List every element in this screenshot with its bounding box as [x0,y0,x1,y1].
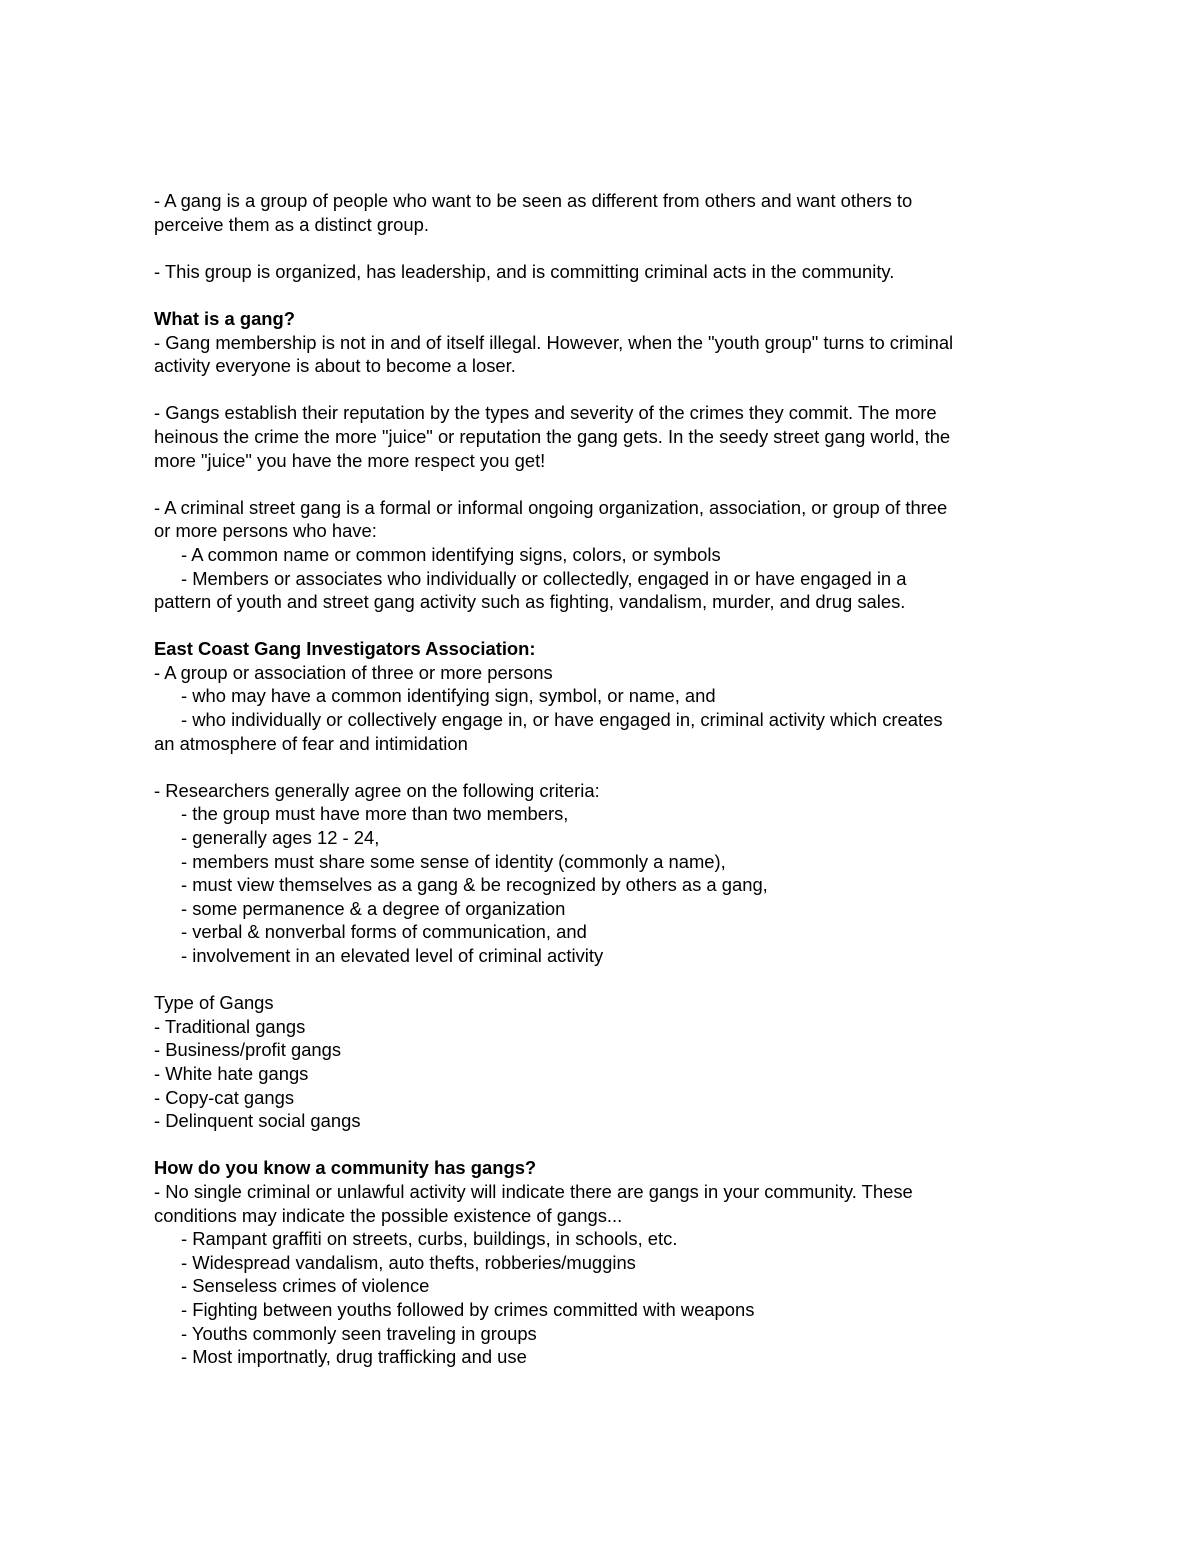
text-line: - Delinquent social gangs [154,1110,361,1132]
text-line: Type of Gangs [154,992,274,1014]
indented-list-item: - A common name or common identifying signs, colors, or symbols [181,543,721,565]
indented-list-item: - must view themselves as a gang & be recognized by others as a gang, [181,874,768,896]
indented-list-item: - Members or associates who individually or collectedly, engaged in or have engaged in a [181,567,907,589]
indented-list-item: - Senseless crimes of violence [181,1275,430,1297]
text-line: - This group is organized, has leadership, and is committing criminal acts in the community. [154,260,895,282]
section-heading: What is a gang? [154,307,296,329]
indented-list-item: - members must share some sense of identity (commonly a name), [181,850,726,872]
paragraph-spacer [154,1133,1054,1157]
text-line: conditions may indicate the possible existence of gangs... [154,1204,623,1226]
indented-list-item: - who individually or collectively engage in, or have engaged in, criminal activity which creates [181,709,943,731]
section-heading: How do you know a community has gangs? [154,1157,537,1179]
text-line: - A criminal street gang is a formal or informal ongoing organization, association, or group of three [154,496,948,518]
paragraph-spacer [154,283,1054,307]
indented-list-item: - Widespread vandalism, auto thefts, robberies/muggins [181,1251,636,1273]
indented-list-item: - some permanence & a degree of organization [181,897,566,919]
text-line: - Traditional gangs [154,1015,306,1037]
paragraph-spacer [154,614,1054,638]
indented-list-item: - involvement in an elevated level of criminal activity [181,945,604,966]
paragraph-spacer [154,378,1054,402]
text-line: or more persons who have: [154,520,377,542]
paragraph-spacer [154,472,1054,496]
text-line: an atmosphere of fear and intimidation [154,732,468,754]
indented-list-item: - verbal & nonverbal forms of communication, and [181,921,587,943]
text-line: - No single criminal or unlawful activity will indicate there are gangs in your community. These [154,1180,913,1202]
text-line: - Researchers generally agree on the following criteria: [154,779,600,801]
text-line: - A group or association of three or more persons [154,661,553,683]
indented-list-item: - Most importnatly, drug trafficking and use [181,1346,527,1368]
indented-list-item: - Youths commonly seen traveling in groups [181,1322,537,1344]
text-line: more "juice" you have the more respect you get! [154,449,546,471]
text-line: - Copy-cat gangs [154,1086,295,1108]
indented-list-item: - who may have a common identifying sign, symbol, or name, and [181,685,716,707]
text-line: activity everyone is about to become a loser. [154,355,516,377]
paragraph-spacer [154,968,1054,992]
text-line: - Gangs establish their reputation by the types and severity of the crimes they commit. The more [154,402,937,424]
text-line: - A gang is a group of people who want to be seen as different from others and want others to [154,190,913,211]
section-heading: East Coast Gang Investigators Association: [154,638,536,660]
paragraph-spacer [154,236,1054,260]
text-line: heinous the crime the more "juice" or reputation the gang gets. In the seedy street gang world, the [154,425,951,447]
document-body [154,189,1054,1369]
paragraph-spacer [154,755,1054,779]
text-line: - White hate gangs [154,1062,309,1084]
indented-list-item: - Fighting between youths followed by crimes committed with weapons [181,1298,755,1320]
text-line: perceive them as a distinct group. [154,213,429,235]
text-line: - Gang membership is not in and of itself illegal. However, when the "youth group" turns to criminal [154,331,954,353]
indented-list-item: - generally ages 12 - 24, [181,827,380,849]
text-line: - Business/profit gangs [154,1039,342,1061]
indented-list-item: - the group must have more than two members, [181,803,569,825]
text-line: pattern of youth and street gang activity such as fighting, vandalism, murder, and drug sales. [154,591,906,613]
indented-list-item: - Rampant graffiti on streets, curbs, buildings, in schools, etc. [181,1228,678,1250]
